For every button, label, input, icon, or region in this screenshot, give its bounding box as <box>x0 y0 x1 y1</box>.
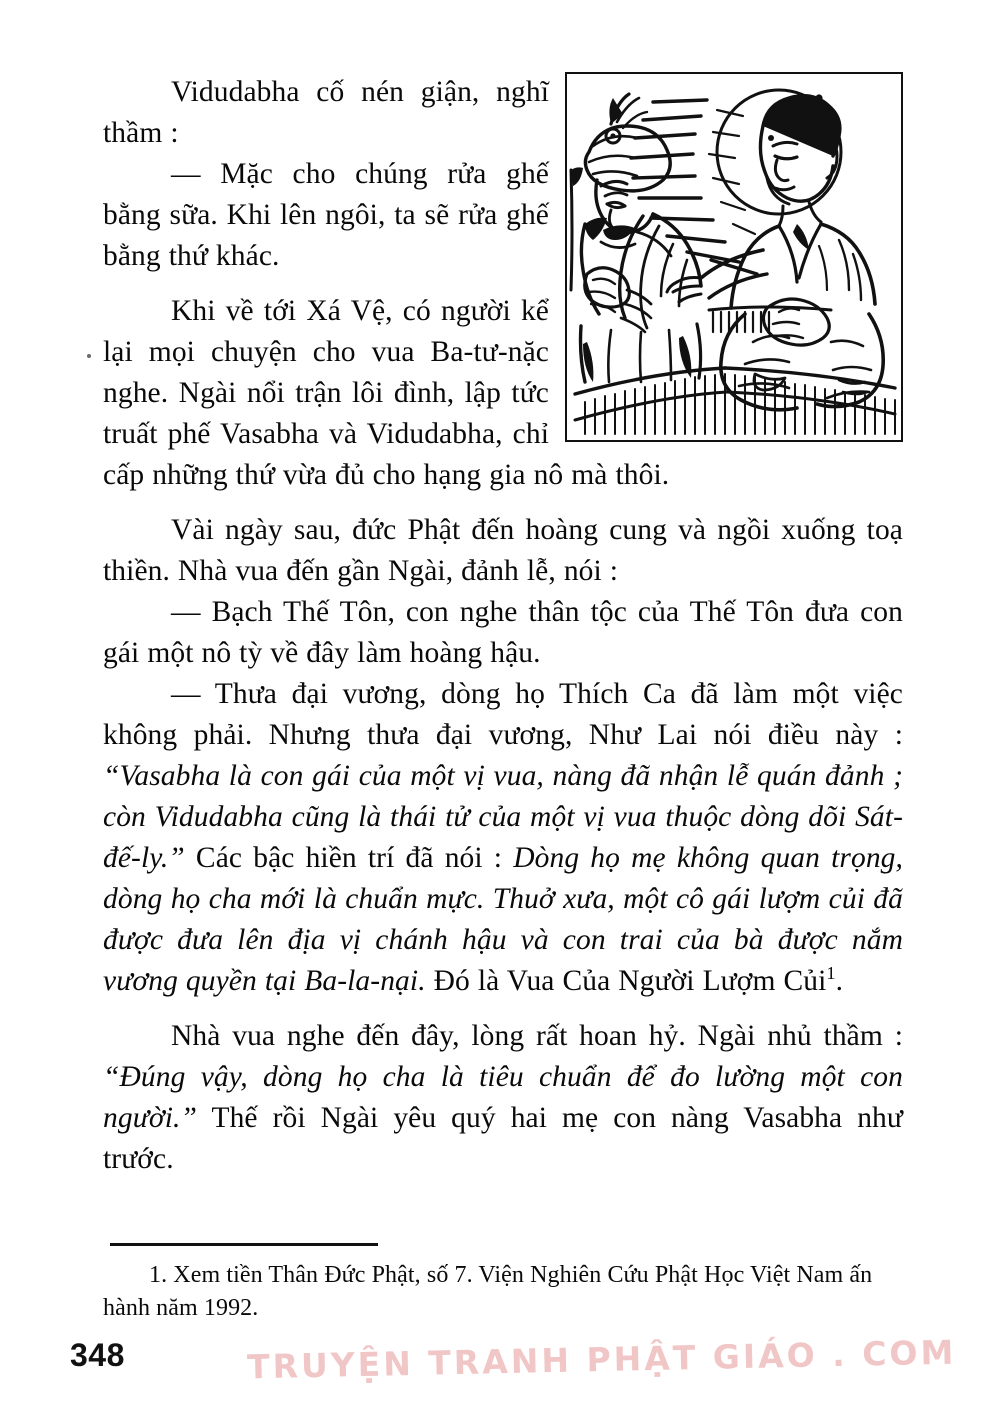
roman-text: Các bậc hiền trí đã nói : <box>184 842 514 874</box>
roman-text: . <box>835 965 844 997</box>
scan-speck <box>87 354 91 358</box>
roman-text: Đó là Vua Của Người Lượm Củi <box>425 965 827 997</box>
footnote-marker: 1 <box>826 963 836 984</box>
italic-quote: Dòng họ mẹ không quan trọng, dòng họ cha mới là chuẩn mực. Thuở xưa, một cô gái lượm củi đã được đưa lên địa vị chánh hậu và con trai của bà được nắm vương quyền tại Ba-la-nại. <box>103 842 903 997</box>
paragraph-2: — Mặc cho chúng rửa ghế bằng sữa. Khi lên ngôi, ta sẽ rửa ghế bằng thứ khác. <box>103 158 549 272</box>
roman-text: — Thưa đại vương, dòng họ Thích Ca đã làm một việc không phải. Nhưng thưa đại vương, Như Lai nói điều này : <box>103 678 903 751</box>
footnote-block <box>103 1243 903 1325</box>
illustration-figure <box>565 72 903 444</box>
body-text-column <box>103 72 903 1180</box>
paragraph-1: Vidudabha cố nén giận, nghĩ thầm : <box>103 76 549 149</box>
footnote-separator-rule <box>110 1243 378 1246</box>
italic-quote: “Đúng vậy, dòng họ cha là tiêu chuẩn để đo lường một con người.” <box>103 1061 903 1134</box>
site-watermark: TRUYỆN TRANH PHẬT GIÁO . COM <box>246 1332 957 1387</box>
roman-text: Nhà vua nghe đến đây, lòng rất hoan hỷ. Ngài nhủ thầm : <box>171 1020 903 1052</box>
italic-quote: “Vasabha là con gái của một vị vua, nàng đã nhận lễ quán đảnh ; còn Vidudabha cũng là thái tử của một vị vua thuộc dòng dõi Sát-đế-ly.” <box>103 760 903 874</box>
page-number: 348 <box>70 1337 125 1373</box>
roman-text: Thế rồi Ngài yêu quý hai mẹ con nàng Vasabha như trước. <box>103 1102 903 1175</box>
paragraph-4: Vài ngày sau, đức Phật đến hoàng cung và ngồi xuống toạ thiền. Nhà vua đến gần Ngài, đảnh lễ, nói : <box>103 514 903 587</box>
paragraph-7 <box>103 1016 903 1180</box>
paragraph-3: Khi về tới Xá Vệ, có người kể lại mọi chuyện cho vua Ba-tư-nặc nghe. Ngài nổi trận lôi đình, lập tức truất phế Vasabha và Vidudabha, chỉ cấp những thứ vừa đủ cho hạng gia nô mà thôi. <box>103 295 670 491</box>
illustration-frame <box>565 72 903 442</box>
paragraph-5: — Bạch Thế Tôn, con nghe thân tộc của Thế Tôn đưa con gái một nô tỳ về đây làm hoàng hậu. <box>103 596 903 669</box>
paragraph-6 <box>103 674 903 1002</box>
footnote-text: 1. Xem tiền Thân Đức Phật, số 7. Viện Nghiên Cứu Phật Học Việt Nam ấn hành năm 1992. <box>103 1262 873 1321</box>
buddha-and-king-illustration <box>567 74 901 440</box>
